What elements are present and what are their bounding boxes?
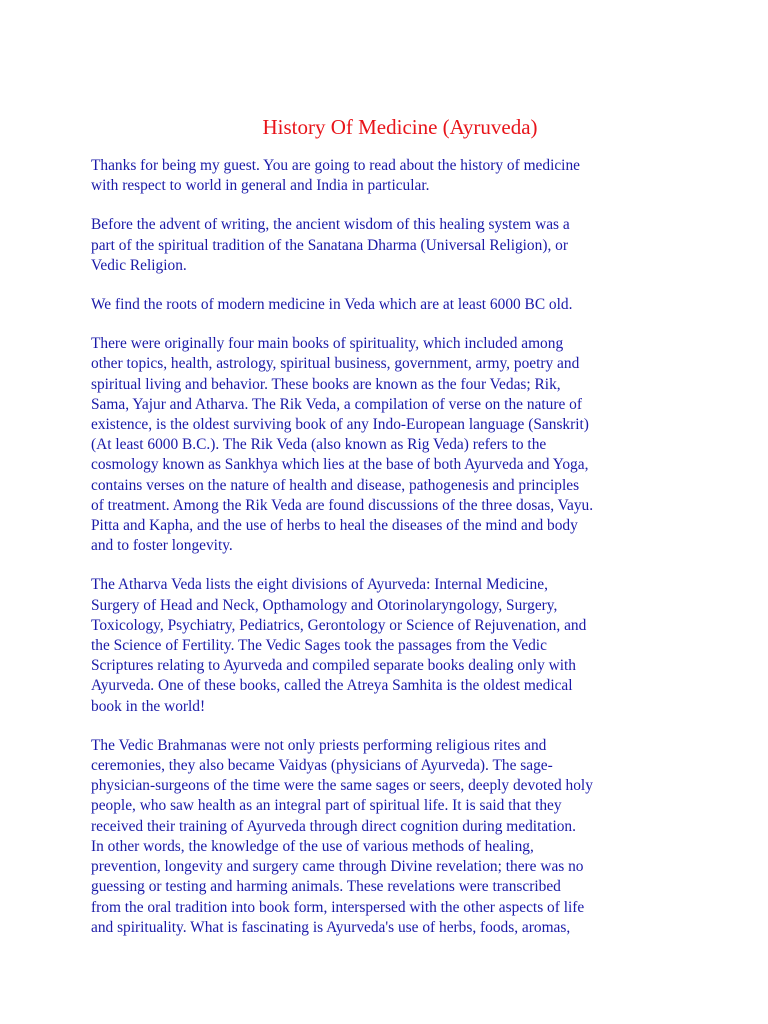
paragraph-vedic-brahmanas: The Vedic Brahmanas were not only priests performing religious rites and ceremonies, they also became Vaidyas (physicians of Ayurveda). The sage- physician-surgeons of the time were the same sages or seers, deeply devoted holy people, who saw health as an integral part of spiritual life. It is said that they received their training of Ayurveda through direct cognition during meditation. In other words, the knowledge of the use of various methods of healing, prevention, longevity and surgery came through Divine revelation; there was no guessing or testing and harming animals. These revelations were transcribed from the oral tradition into book form, interspersed with the other aspects of life and spirituality. What is fascinating is Ayurveda's use of herbs, foods, aromas, [91, 736, 593, 936]
paragraph-four-vedas: There were originally four main books of spirituality, which included among other topics, health, astrology, spiritual business, government, army, poetry and spiritual living and behavior. These books are known as the four Vedas; Rik, Sama, Yajur and Atharva. The Rik Veda, a compilation of verse on the nature of existence, is the oldest surviving book of any Indo-European language (Sanskrit) (At least 6000 B.C.). The Rik Veda (also known as Rig Veda) refers to the cosmology known as Sankhya which lies at the base of both Ayurveda and Yoga, contains verses on the nature of health and disease, pathogenesis and principles of treatment. Among the Rik Veda are found discussions of the three dosas, Vayu. Pitta and Kapha, and the use of herbs to heal the diseases of the mind and body and to foster longevity. [91, 335, 594, 555]
paragraph-advent-of-writing: Before the advent of writing, the ancient wisdom of this healing system was a part of the spiritual tradition of the Sanatana Dharma (Universal Religion), or Vedic Religion. [91, 216, 570, 274]
paragraph-intro: Thanks for being my guest. You are going to read about the history of medicine with respect to world in general and India in particular. [91, 157, 580, 195]
page-title: History Of Medicine (Ayruveda) [262, 115, 538, 139]
paragraph-roots-of-medicine: We find the roots of modern medicine in Veda which are at least 6000 BC old. [91, 296, 573, 314]
paragraph-atharva-veda: The Atharva Veda lists the eight divisions of Ayurveda: Internal Medicine, Surgery of Head and Neck, Opthamology and Otorinolaryngology, Surgery, Toxicology, Psychiatry, Pediatrics, Gerontology or Science of Rejuvenation, and the Science of Fertility. The Vedic Sages took the passages from the Vedic Scriptures relating to Ayurveda and compiled separate books dealing only with Ayurveda. One of these books, called the Atreya Samhita is the oldest medical book in the world! [91, 576, 587, 715]
document-body [91, 108, 691, 957]
